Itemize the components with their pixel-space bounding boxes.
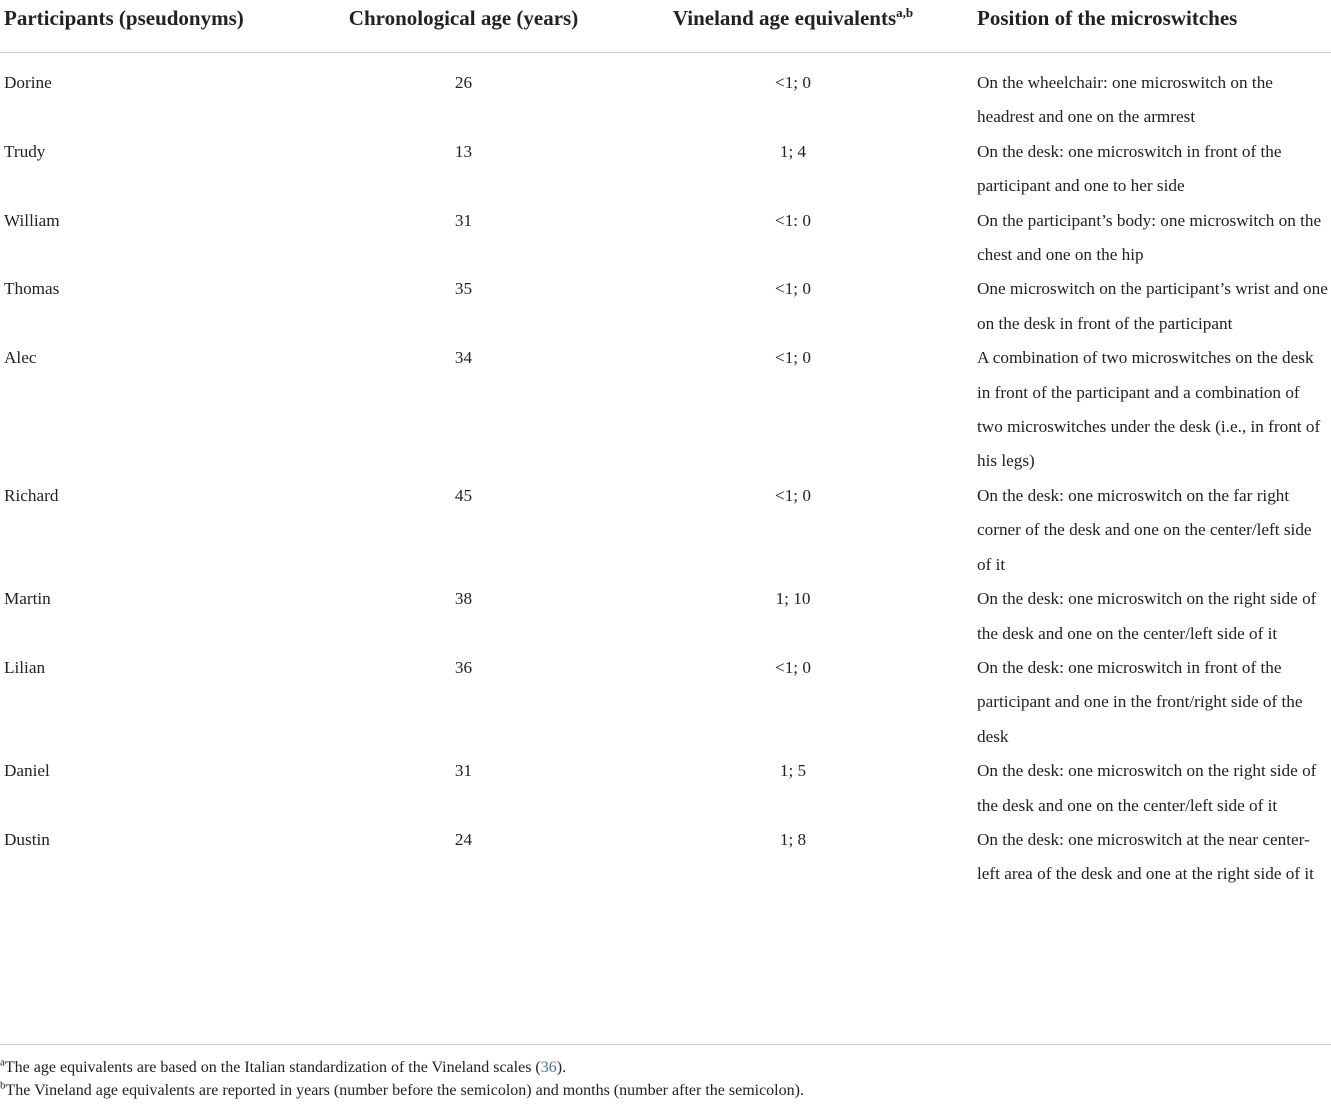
cell-chronological-age: 38 <box>454 589 473 609</box>
table-row <box>0 135 1331 204</box>
cell-participant-name: Trudy <box>4 141 46 161</box>
cell-participant-name: Dustin <box>4 829 50 849</box>
header-vineland <box>609 0 977 53</box>
header-position: Position of the microswitches <box>977 0 1331 53</box>
table-row <box>0 204 1331 273</box>
cell-vineland-equivalent: 1; 4 <box>779 141 807 161</box>
cell-participant-name: William <box>4 210 60 230</box>
footnote-b-text: The Vineland age equivalents are reported in years (number before the semicolon) and months (number after the semicolon). <box>5 1082 804 1099</box>
cell-microswitch-position: On the wheelchair: one microswitch on the headrest and one on the armrest <box>977 73 1273 127</box>
cell-chronological-age: 13 <box>454 141 473 161</box>
table-row <box>0 53 1331 135</box>
header-participants: Participants (pseudonyms) <box>0 0 318 53</box>
cell-chronological-age: 31 <box>454 210 473 230</box>
cell-vineland-equivalent: <1; 0 <box>775 279 811 299</box>
cell-chronological-age: 31 <box>454 761 473 781</box>
cell-microswitch-position: On the desk: one microswitch in front of the participant and one to her side <box>977 141 1282 196</box>
table-row <box>0 754 1331 823</box>
cell-vineland-equivalent: <1; 0 <box>775 485 811 505</box>
cell-microswitch-position: On the participant’s body: one microswitch on the chest and one on the hip <box>977 210 1322 265</box>
cell-chronological-age: 24 <box>454 829 473 849</box>
table-footnotes <box>0 1044 1331 1102</box>
cell-microswitch-position: One microswitch on the participant’s wrist and one on the desk in front of the participant <box>977 279 1328 333</box>
footnote-a-mark: a <box>0 1056 5 1069</box>
footnote-b <box>0 1079 1331 1102</box>
table-row <box>0 272 1331 341</box>
header-chronological-age: Chronological age (years) <box>318 0 609 53</box>
table-row <box>0 823 1331 892</box>
cell-microswitch-position: On the desk: one microswitch in front of the participant and one in the front/right side of the desk <box>977 657 1303 746</box>
cell-vineland-equivalent: <1: 0 <box>775 210 811 230</box>
footnote-a-text: The age equivalents are based on the Italian standardization of the Vineland scales ( <box>4 1059 541 1076</box>
table-body <box>0 53 1331 892</box>
footnote-b-mark: b <box>0 1079 6 1092</box>
cell-microswitch-position: On the desk: one microswitch on the right side of the desk and one on the center/left side of it <box>977 589 1317 643</box>
header-row <box>0 0 1331 53</box>
cell-participant-name: Richard <box>4 485 59 505</box>
header-vineland-label: Vineland age equivalents <box>672 6 897 30</box>
footnote-a <box>0 1056 1331 1079</box>
cell-microswitch-position: A combination of two microswitches on the desk in front of the participant and a combination of two microswitches under the desk (i.e., in front of his legs) <box>977 348 1321 471</box>
cell-participant-name: Dorine <box>4 73 52 92</box>
cell-participant-name: Daniel <box>4 761 50 781</box>
reference-link-36[interactable]: 36 <box>540 1059 557 1076</box>
table-row <box>0 651 1331 754</box>
cell-vineland-equivalent: 1; 8 <box>779 829 807 849</box>
cell-microswitch-position: On the desk: one microswitch on the far right corner of the desk and one on the center/left side of it <box>977 485 1312 574</box>
table-header <box>0 0 1331 53</box>
cell-vineland-equivalent: <1; 0 <box>775 73 811 92</box>
cell-chronological-age: 36 <box>454 657 473 677</box>
cell-vineland-equivalent: 1; 10 <box>775 589 811 609</box>
table-row <box>0 479 1331 582</box>
cell-microswitch-position: On the desk: one microswitch on the right side of the desk and one on the center/left side of it <box>977 761 1317 815</box>
cell-vineland-equivalent: <1; 0 <box>775 348 811 368</box>
cell-chronological-age: 34 <box>454 348 473 368</box>
cell-chronological-age: 45 <box>454 485 473 505</box>
cell-vineland-equivalent: 1; 5 <box>779 761 807 781</box>
cell-participant-name: Martin <box>4 589 51 609</box>
footnote-a-text-end: ). <box>556 1059 567 1076</box>
cell-participant-name: Lilian <box>4 657 46 677</box>
header-vineland-footnote-marks: a,b <box>896 5 914 20</box>
cell-microswitch-position: On the desk: one microswitch at the near center-left area of the desk and one at the right side of it <box>977 829 1314 884</box>
table-row <box>0 341 1331 479</box>
cell-vineland-equivalent: <1; 0 <box>775 657 811 677</box>
cell-chronological-age: 35 <box>454 279 473 299</box>
cell-participant-name: Thomas <box>4 279 60 299</box>
cell-chronological-age: 26 <box>454 73 473 92</box>
table-row <box>0 582 1331 651</box>
cell-participant-name: Alec <box>4 348 37 368</box>
